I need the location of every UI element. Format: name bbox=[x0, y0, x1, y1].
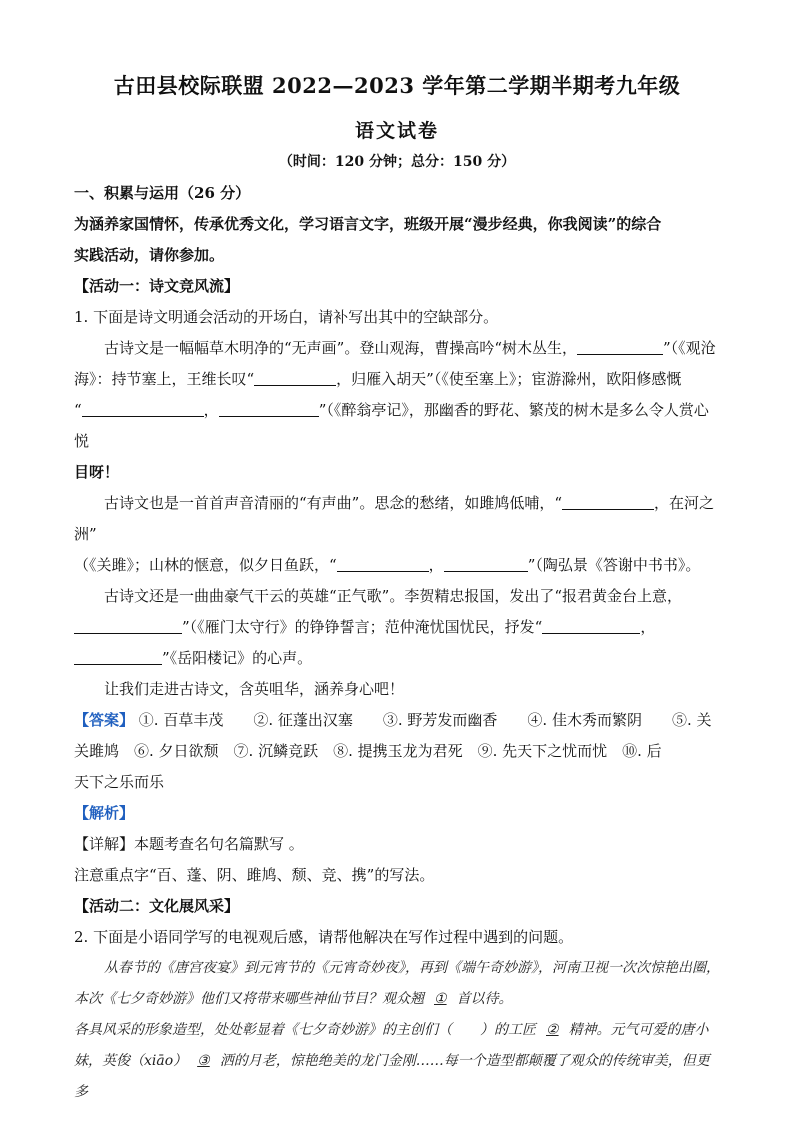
blank-5[interactable] bbox=[562, 491, 654, 510]
blank-marker[interactable]: ① bbox=[434, 991, 447, 1007]
paragraph-1 bbox=[74, 333, 722, 364]
blank-9[interactable] bbox=[542, 615, 640, 634]
text-span: ”《岳阳楼记》的心声。 bbox=[162, 649, 313, 667]
text-span: ”（《雁门太守行》的铮铮誓言；范仲淹忧国忧民，抒发“ bbox=[182, 618, 543, 636]
paragraph-4: 让我们走进古诗文，含英咀华，涵养身心吧！ bbox=[104, 680, 405, 698]
text-span: ，归雁入胡天”（《使至塞上》；宦游滁州，欧阳修感慨 bbox=[336, 370, 682, 388]
activity-one-heading: 【活动一：诗文竞风流】 bbox=[74, 277, 240, 295]
text-span: ， bbox=[428, 556, 444, 574]
text-span: 古诗文是一幅幅草木明净的“无声画”。登山观海，曹操高吟“树木丛生， bbox=[104, 339, 578, 357]
section-heading: 一、积累与运用（26 分） bbox=[74, 184, 251, 202]
answer-line-2: 关雎鸠 ⑥. 夕日欲颓 ⑦. 沉鳞竞跃 ⑧. 提携玉龙为君死 ⑨. 先天下之忧而忧 ⑩. 后 bbox=[74, 742, 662, 760]
paragraph-2-cont bbox=[74, 550, 722, 581]
text-span: （《关雎》；山林的惬意，似夕日鱼跃，“ bbox=[74, 556, 337, 574]
answer-label: 【答案】 bbox=[74, 711, 135, 729]
exam-subject: 语文试卷 bbox=[354, 120, 439, 142]
answer-text: ①. 百草丰茂 ②. 征蓬出汉塞 ③. 野芳发而幽香 ④. 佳木秀而繁阴 ⑤. 关 bbox=[138, 711, 712, 729]
text-span: ， bbox=[203, 401, 219, 419]
text-span: 海》：持节塞上，王维长叹“ bbox=[74, 370, 255, 388]
essay-line-4 bbox=[74, 1046, 722, 1108]
blank-2[interactable] bbox=[254, 367, 336, 386]
text-span: 精神。元气可爱的唐小 bbox=[568, 1022, 709, 1038]
blank-1[interactable] bbox=[577, 336, 663, 355]
section-one bbox=[74, 178, 722, 1108]
exam-title: 古田县校际联盟 2022—2023 学年第二学期半期考九年级 bbox=[113, 73, 681, 98]
intro-line-1: 为涵养家国情怀，传承优秀文化，学习语言文字，班级开展“漫步经典，你我阅读”的综合 bbox=[74, 215, 662, 233]
exam-time-info: （时间：120 分钟；总分：150 分） bbox=[278, 154, 516, 170]
blank-marker[interactable]: ② bbox=[546, 1022, 559, 1038]
essay-line-2 bbox=[74, 984, 722, 1015]
text-span: 妹，英俊（xiāo） bbox=[74, 1053, 188, 1069]
blank-10[interactable] bbox=[74, 646, 162, 665]
blank-marker[interactable]: ③ bbox=[197, 1053, 210, 1069]
paragraph-1-cont bbox=[74, 364, 722, 395]
answer-line-1 bbox=[74, 705, 722, 736]
text-span: ，在河之洲” bbox=[74, 494, 715, 543]
student-essay bbox=[74, 953, 722, 1108]
paragraph-3-cont bbox=[74, 612, 722, 643]
paragraph-3: 古诗文还是一曲曲豪气干云的英雄“正气歌”。李贺精忠报国，发出了“报君黄金台上意， bbox=[104, 587, 683, 605]
text-span: 首以待。 bbox=[456, 991, 513, 1007]
text-span: ”（陶弘景《答谢中书书》。 bbox=[527, 556, 701, 574]
text-span: 本次《七夕奇妙游》他们又将带来哪些神仙节目？观众翘 bbox=[74, 991, 424, 1007]
text-span: 古诗文也是一首首声音清丽的“有声曲”。思念的愁绪，如雎鸠低哺，“ bbox=[104, 494, 563, 512]
essay-line-1: 从春节的《唐宫夜宴》到元宵节的《元宵奇妙夜》，再到《端午奇妙游》，河南卫视一次次惊艳出圈， bbox=[104, 960, 720, 976]
text-span: 洒的月老，惊艳绝美的龙门金刚……每一个造型都颠覆了观众的传统审美，但更多 bbox=[74, 1053, 710, 1100]
text-span: “ bbox=[74, 401, 82, 419]
question-2-stem: 2. 下面是小语同学写的电视观后感，请帮他解决在写作过程中遇到的问题。 bbox=[74, 928, 574, 946]
text-span: 各具风采的形象造型，处处彰显着《七夕奇妙游》的主创们（ ）的工匠 bbox=[74, 1022, 536, 1038]
question-1-stem: 1. 下面是诗文明通会活动的开场白，请补写出其中的空缺部分。 bbox=[74, 308, 499, 326]
note-text: 注意重点字“百、蓬、阴、雎鸠、颓、竞、携”的写法。 bbox=[74, 866, 435, 884]
blank-4[interactable] bbox=[219, 398, 319, 417]
analysis-label: 【解析】 bbox=[74, 804, 135, 822]
intro-line-2: 实践活动，请你参加。 bbox=[74, 246, 225, 264]
answer-line-3: 天下之乐而乐 bbox=[74, 773, 165, 791]
essay-line-3 bbox=[74, 1015, 722, 1046]
activity-two-heading: 【活动二：文化展风采】 bbox=[74, 897, 240, 915]
detail-text: 【详解】本题考查名句名篇默写 。 bbox=[74, 835, 304, 853]
text-span: ”（《醉翁亭记》，那幽香的野花、繁茂的树木是多么令人赏心悦 bbox=[74, 401, 709, 450]
text-span: ”（《观沧 bbox=[663, 339, 716, 357]
blank-7[interactable] bbox=[444, 553, 528, 572]
blank-3[interactable] bbox=[82, 398, 204, 417]
blank-8[interactable] bbox=[74, 615, 182, 634]
blank-6[interactable] bbox=[337, 553, 429, 572]
paragraph-1-end: 目呀！ bbox=[74, 463, 120, 481]
paragraph-1-cont bbox=[74, 395, 722, 457]
paragraph-2 bbox=[74, 488, 722, 550]
paragraph-3-end bbox=[74, 643, 722, 674]
text-span: ， bbox=[640, 618, 656, 636]
